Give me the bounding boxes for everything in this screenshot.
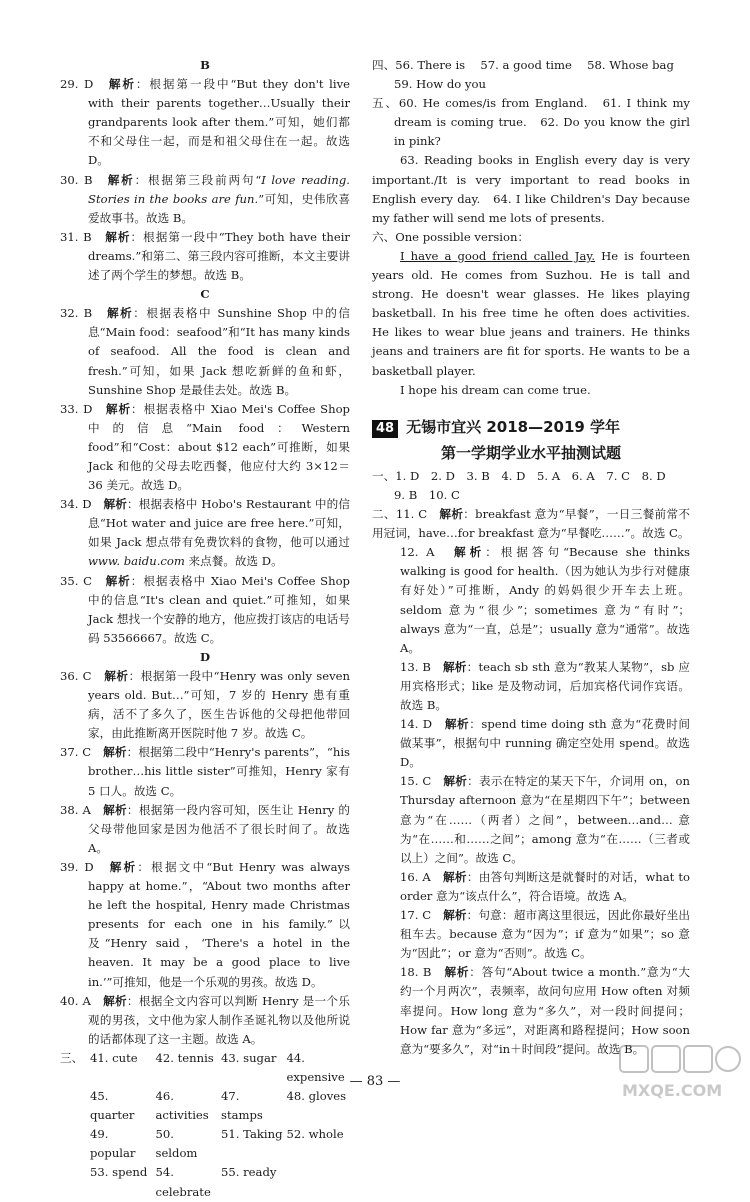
- exam-title-line1: 无锡市宜兴 2018—2019 学年: [406, 417, 621, 436]
- answer-37: 37. C 解析：根据第二段中“Henry's parents”，“his brother…his little sister”可推知，Henry 家有 5 口人。故选 C。: [60, 745, 350, 798]
- part5-answers-cont: 63. Reading books in English every day is very important./It is very important to read books in English every day. 64. I like Children's Day because my father will send me lots of presents.: [372, 153, 690, 225]
- answer-11: 二、11. C 解析：breakfast 意为“早餐”，一日三餐前常不用冠词，have…for breakfast 意为“早餐吃……”。故选 C。: [372, 507, 690, 541]
- answer-12: 12. A 解析：根据答句“Because she thinks walking is good for health.（因为她认为步行对健康有好处）”可推断，Andy 的妈妈很少开车去上班。seldom 意为“很少”；sometimes 意为“有时”；always 意为“一直，总是”；usually 意为“通常”。故选 A。: [400, 545, 690, 655]
- section-heading-d: D: [199, 649, 211, 664]
- answer-32: 32. B 解析：根据表格中 Sunshine Shop 中的信息“Main food：seafood”和“It has many kinds of seafood. All the food is clean and fresh.”可知，如果 Jack 想吃新鲜的鱼和虾，Sunshine Shop 是最佳去处。故选 B。: [60, 306, 350, 397]
- answer-35: 35. C 解析：根据表格中 Xiao Mei's Coffee Shop 中的信息“It's clean and quiet.”可推知，如果 Jack 想找一个安静的地方，他应拨打该店的电话号码 53566667。故选 C。: [60, 573, 350, 645]
- exam-title-line2: 第一学期学业水平抽测试题: [440, 443, 621, 462]
- section-heading-c: C: [200, 287, 210, 302]
- part3-word-grid: 三、 41. cute 42. tennis 43. sugar 44. expensive 45. quarter 46. activities 47. stamps 48. gloves 49. popular 50. seldom 51. Taking 52. whole 53. spend 54. celebrate 55. ready: [60, 1050, 347, 1199]
- section-heading-b: B: [200, 58, 210, 72]
- part5-answers: 五、60. He comes/is from England. 61. I think my dream is coming true. 62. Do you know the girl in pink?: [372, 96, 690, 149]
- answer-31: 31. B 解析：根据第一段中“They both have their dreams.”和第二、第三段内容可推断，本文主要讲述了两个学生的梦想。故选 B。: [60, 229, 350, 283]
- answer-29: 29. D 解析：根据第一段中“But they don't live with their parents together…Usually their grandparents look after them.”可知，她们都不和父母住一起，而是和祖父母住在一起。故选 D。: [60, 77, 350, 168]
- answer-30: 30. B 解析：根据第三段前两句“I love reading. Stories in the books are fun.”可知，史伟欣喜爱故事书。故选 B。: [60, 172, 350, 225]
- answer-15: 15. C 解析：表示在特定的某天下午，介词用 on，on Thursday afternoon 意为“在星期四下午”；between 意为“在……（两者）之间”，between…and… 意为“在……和……之间”；among 意为“在……（三者或以上）之间”。故选 C。: [400, 774, 690, 865]
- part1-answers: 一、1. D 2. D 3. B 4. D 5. A 6. A 7. C 8. D 9. B 10. C: [372, 468, 666, 502]
- watermark-logo: [616, 1042, 744, 1104]
- answer-40: 40. A 解析：根据全文内容可以判断 Henry 是一个乐观的男孩，文中他为家人制作圣诞礼物以及他所说的话都体现了这一主题。故选 A。: [60, 993, 350, 1046]
- answer-18: 18. B 解析：答句“About twice a month.”意为“大约一个月两次”，表频率，故问句应用 How often 对频率提问。How long 意为“多久”，对一段时间提问；How far 意为“多远”，对距离和路程提问；How soon 意为“要多久”，对“in＋时间段”提问。故选 B。: [400, 965, 690, 1056]
- answer-39: 39. D 解析：根据文中“But Henry was always happy at home.”，“About two months after he left the hospital, Henry made Christmas presents for each one in his family.”以及“Henry said，‘There's a hotel in the heaven. It may be a good place to live in.’”可推知，他是一个乐观的男孩。故选 D。: [60, 859, 350, 989]
- answer-36: 36. C 解析：根据第一段中“Henry was only seven years old. But…”可知，7 岁的 Henry 患有重病，活不了多久了，医生告诉他的父母把他带回家，由此推断离开医院时他 7 岁。故选 C。: [60, 669, 350, 741]
- part6-intro: 六、One possible version：: [372, 229, 530, 244]
- exam-heading: [372, 418, 690, 438]
- sample-essay: I have a good friend called Jay. He is fourteen years old. He comes from Suzhou. He is tall and strong. He doesn't wear glasses. He likes playing basketball. In his free time he often does activities. He likes to wear blue jeans and trainers. He thinks jeans and trainers are fit for sports. He wants to be a basketball player.: [372, 248, 690, 378]
- part4-answers: 四、56. There is 57. a good time 58. Whose bag 59. How do you: [372, 58, 674, 92]
- part-label: 三、: [60, 1050, 84, 1065]
- essay-ending: I hope his dream can come true.: [400, 382, 591, 397]
- svg-text:MXQE.COM: MXQE.COM: [622, 1081, 723, 1100]
- right-column: [372, 56, 690, 1059]
- answer-16: 16. A 解析：由答句判断这是就餐时的对话，what to order 意为“该点什么”，符合语境。故选 A。: [400, 869, 690, 903]
- left-column: [60, 56, 350, 1202]
- answer-38: 38. A 解析：根据第一段内容可知，医生让 Henry 的父母带他回家是因为他活不了很长时间了。故选 A。: [60, 802, 350, 855]
- exam-number-badge: 48: [372, 420, 398, 438]
- page-number: — 83 —: [349, 1074, 401, 1089]
- answer-33: 33. D 解析：根据表格中 Xiao Mei's Coffee Shop 中的信息“Main food：Western food”和“Cost：about $12 each”可推断，如果 Jack 和他的父母去吃西餐，他应付大约 3×12＝36 美元。故选 D。: [60, 401, 350, 493]
- answer-13: 13. B 解析：teach sb sth 意为“教某人某物”，sb 应用宾格形式；like 是及物动词，后加宾格代词作宾语。故选 B。: [400, 659, 690, 712]
- answer-14: 14. D 解析：spend time doing sth 意为“花费时间做某事”，根据句中 running 确定空处用 spend。故选 D。: [400, 717, 690, 770]
- answer-34: 34. D 解析：根据表格中 Hobo's Restaurant 中的信息“Hot water and juice are free here.”可知，如果 Jack 想点带有免费饮料的食物，他可以通过www. baidu.com 来点餐。故选 D。: [60, 497, 350, 569]
- essay-title: I have a good friend called Jay.: [400, 248, 596, 263]
- answer-17: 17. C 解析：句意：超市离这里很远，因此你最好坐出租车去。because 意为“因为”；if 意为“如果”；so 意为“因此”；or 意为“否则”。故选 C。: [400, 908, 690, 961]
